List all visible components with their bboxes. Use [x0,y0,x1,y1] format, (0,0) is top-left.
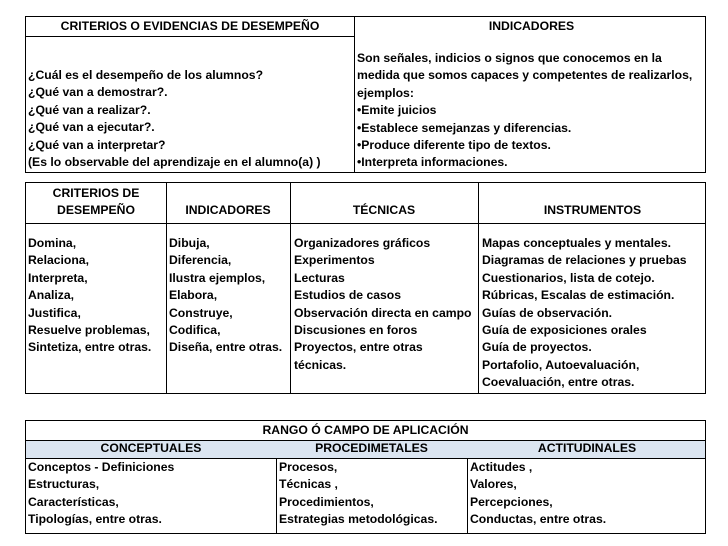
list-item: Proyectos, entre otras [294,340,423,355]
list-item: Lecturas [294,270,345,285]
list-item: Tipologías, entre otras. [28,512,162,527]
list-item: Analiza, [28,288,75,303]
list-item: Guía de exposiciones orales [482,323,647,338]
list-item: Conceptos - Definiciones [28,460,175,474]
list-item: Resuelve problemas, [28,323,150,338]
list-item: Interpreta, [28,270,88,285]
header-line: CRITERIOS DE [52,186,140,200]
list-item: Dibuja, [169,236,210,250]
list-item: Conductas, entre otras. [470,512,607,527]
text-line: medida que somos capaces y competentes de realizarlos, [357,68,693,83]
criteria-evidence-table [25,16,706,173]
header-actitudinales: ACTITUDINALES [537,441,637,455]
criteria-questions [28,67,321,171]
list-item: Diferencia, [169,253,232,268]
text-line: •Establece semejanzas y diferencias. [357,120,572,135]
list-item: Mapas conceptuales y mentales. [482,236,671,250]
list-item: Valores, [470,477,517,492]
list-item: Procedimientos, [279,494,374,509]
list-item: Percepciones, [470,494,553,509]
list-item: Organizadores gráficos [294,236,431,250]
list-item: Procesos, [279,460,338,474]
list-item: Cuestionarios, lista de cotejo. [482,270,655,285]
text-line: •Interpreta informaciones. [357,155,508,170]
list-item: Rúbricas, Escalas de estimación. [482,288,675,303]
header-indicadores: INDICADORES [488,19,575,33]
list-item: Estructuras, [28,477,100,492]
actitudinales-list [470,459,606,529]
header-tecnicas: TÉCNICAS [352,203,416,217]
list-item: Elabora, [169,288,218,303]
column-divider [276,458,277,533]
list-item: Experimentos [294,253,375,268]
text-line: •Emite juicios [357,103,437,118]
header-line: DESEMPEÑO [57,203,135,218]
list-item: Ilustra ejemplos, [169,270,266,285]
list-item: Discusiones en foros [294,323,418,338]
text-line: ¿Qué van a interpretar? [28,137,166,152]
list-item: Técnicas , [279,477,338,492]
list-item: Diagramas de relaciones y pruebas [482,253,687,268]
text-line: •Produce diferente tipo de textos. [357,138,551,153]
table-title: RANGO Ó CAMPO DE APLICACIÓN [262,423,469,437]
column-divider [354,17,355,172]
application-range-table [25,420,706,534]
list-item: Construye, [169,305,233,320]
row-divider [26,223,705,224]
list-item: Relaciona, [28,253,89,268]
header-indicadores: INDICADORES [185,203,271,217]
list-item: Estrategias metodológicas. [279,512,438,527]
list-item: Coevaluación, entre otras. [482,375,635,390]
list-item: Estudios de casos [294,288,402,303]
list-item: Guía de proyectos. [482,340,592,355]
list-item: Guías de observación. [482,305,613,320]
criteria-techniques-table [25,182,706,394]
list-item: Características, [28,494,119,509]
tecnicas-list [294,235,471,374]
text-line: (Es lo observable del aprendizaje en el alumno(a) ) [28,155,321,170]
procedimentales-list [279,459,438,529]
text-line: ejemplos: [357,85,414,100]
list-item: Sintetiza, entre otras. [28,340,152,355]
list-item: Observación directa en campo [294,305,472,320]
indicators-description [357,50,692,172]
list-item: Codifica, [169,323,221,338]
list-item: técnicas. [294,357,347,372]
header-instrumentos: INSTRUMENTOS [543,203,642,217]
text-line: ¿Qué van a realizar?. [28,102,151,117]
conceptuales-list [28,459,174,529]
text-line: ¿Qué van a ejecutar?. [28,120,155,135]
column-divider [467,458,468,533]
list-item: Actitudes , [470,460,533,474]
row-divider [26,36,354,37]
text-line: Son señales, indicios o signos que conocemos en la [357,51,662,65]
list-item: Domina, [28,236,77,250]
indicadores-list [169,235,282,357]
text-line: ¿Cuál es el desempeño de los alumnos? [28,68,264,82]
criterios-list [28,235,151,357]
list-item: Justifica, [28,305,81,320]
list-item: Diseña, entre otras. [169,340,283,355]
header-conceptuales: CONCEPTUALES [100,441,202,455]
list-item: Portafolio, Autoevaluación, [482,357,640,372]
text-line: ¿Qué van a demostrar?. [28,85,168,100]
header-procedimentales: PROCEDIMETALES [315,441,428,455]
header-criterios-evidencias: CRITERIOS O EVIDENCIAS DE DESEMPEÑO [60,19,320,33]
instrumentos-list [482,235,687,392]
header-criterios-desempeno [26,185,166,220]
